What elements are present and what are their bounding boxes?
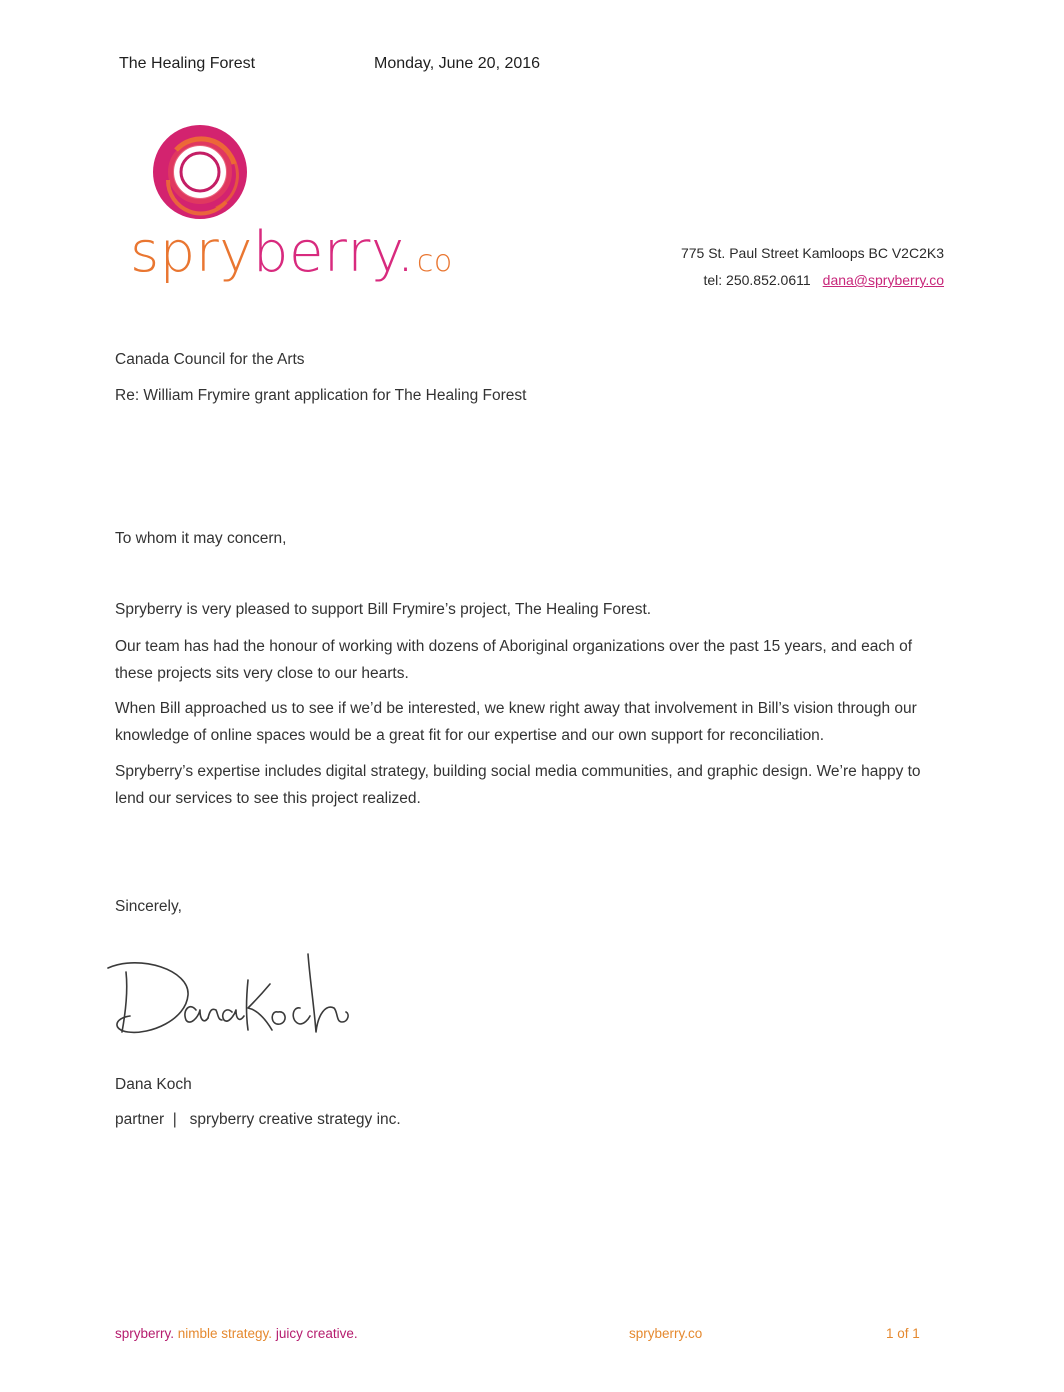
company-email-link[interactable]: dana@spryberry.co [822, 272, 944, 288]
paragraph-4: Spryberry’s expertise includes digital strategy, building social media communities, and graphic design. We’re happy to lend our services to see this project realized. [115, 763, 921, 807]
spryberry-wordmark [130, 218, 453, 297]
salutation: To whom it may concern, [115, 530, 287, 547]
paragraph-2: Our team has had the honour of working with dozens of Aboriginal organizations over the past 15 years, and each of these projects sits very close to our hearts. [115, 638, 913, 682]
closing: Sincerely, [115, 898, 182, 915]
signer-name: Dana Koch [115, 1076, 192, 1093]
project-title: The Healing Forest [119, 55, 256, 72]
paragraph-1: Spryberry is very pleased to support Bill Frymire’s project, The Healing Forest. [115, 601, 652, 618]
contact-line [703, 272, 944, 288]
handwritten-signature [100, 950, 360, 1050]
wordmark-co: co [416, 244, 453, 279]
paragraph-3: When Bill approached us to see if we’d be interested, we knew right away that involvement in Bill’s vision through our knowledge of online spaces would be a great fit for our expertise and our own support for reconciliation. [115, 700, 917, 744]
footer-tagline-creative: juicy creative. [272, 1326, 358, 1341]
company-address: 775 St. Paul Street Kamloops BC V2C2K3 [680, 245, 944, 261]
recipient-organization: Canada Council for the Arts [115, 351, 305, 368]
page-number: 1 of 1 [886, 1326, 920, 1341]
footer-website-link[interactable]: spryberry.co [629, 1326, 703, 1341]
wordmark-spry: spry [130, 220, 253, 285]
signer-title: partner | spryberry creative strategy inc. [115, 1111, 401, 1128]
company-tel: tel: 250.852.0611 [703, 272, 811, 288]
footer-tagline-strategy: nimble strategy. [174, 1326, 273, 1341]
spryberry-logo-icon [146, 120, 254, 224]
letter-date: Monday, June 20, 2016 [374, 55, 541, 72]
footer-tagline [115, 1326, 358, 1341]
wordmark-dot: . [396, 220, 415, 285]
letter-subject: Re: William Frymire grant application for The Healing Forest [115, 387, 527, 404]
wordmark-berry: berry [252, 220, 397, 285]
footer-brand: spryberry. [115, 1326, 175, 1341]
